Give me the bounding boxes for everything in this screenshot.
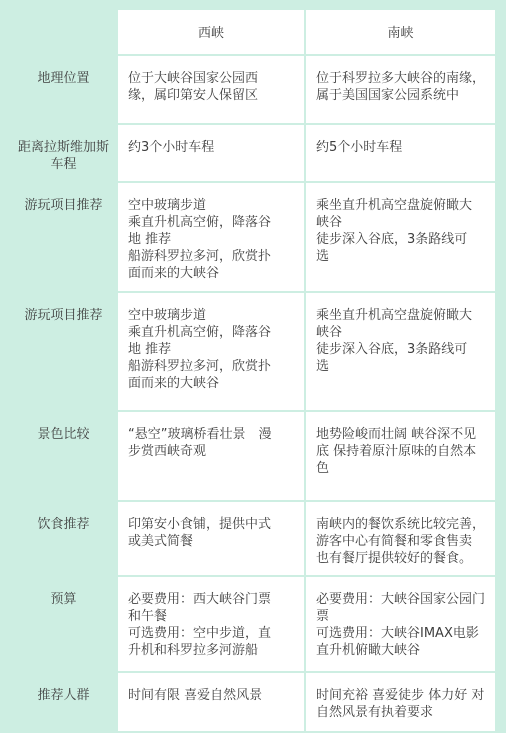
header-corner bbox=[11, 10, 118, 56]
cell-line: 可选费用：大峡谷IMAX电影 bbox=[316, 626, 479, 641]
cell-line: 乘坐直升机高空盘旋俯瞰大 bbox=[316, 198, 473, 213]
row-label: 距离拉斯维加斯车程 bbox=[11, 125, 118, 183]
west-cell bbox=[118, 56, 306, 125]
table-row bbox=[11, 502, 495, 577]
cell-line: 和午餐 bbox=[128, 609, 168, 624]
cell-line: 可选费用：空中步道，直 bbox=[128, 626, 272, 641]
cell-line: 地 推荐 bbox=[128, 232, 172, 247]
cell-line: 底 保持着原汁原味的自然本 bbox=[316, 444, 477, 459]
cell-line: 必要费用：西大峡谷门票 bbox=[128, 592, 272, 607]
cell-line: 地势险峻而壮阔 峡谷深不见 bbox=[316, 427, 477, 442]
cell-line: 选 bbox=[316, 249, 330, 264]
table-row bbox=[11, 577, 495, 673]
row-label: 地理位置 bbox=[11, 56, 118, 125]
cell-line: 印第安小食铺，提供中式 bbox=[128, 517, 272, 532]
header-row bbox=[11, 10, 495, 56]
cell-line: 缘，属印第安人保留区 bbox=[128, 88, 259, 103]
cell-line: 徒步深入谷底，3条路线可 bbox=[316, 342, 468, 357]
table-row bbox=[11, 125, 495, 183]
south-cell bbox=[306, 577, 495, 673]
west-cell bbox=[118, 183, 306, 293]
cell-line: 徒步深入谷底，3条路线可 bbox=[316, 232, 468, 247]
west-cell bbox=[118, 293, 306, 412]
cell-line: 必要费用：大峡谷国家公园门 bbox=[316, 592, 486, 607]
cell-line: 空中玻璃步道 bbox=[128, 198, 207, 213]
table-row bbox=[11, 293, 495, 412]
cell-line: 升机和科罗拉多河游船 bbox=[128, 643, 259, 658]
cell-line: 时间有限 喜爱自然风景 bbox=[128, 688, 263, 703]
cell-line: 面而来的大峡谷 bbox=[128, 266, 220, 281]
cell-line: 步赏西峡奇观 bbox=[128, 444, 207, 459]
west-cell bbox=[118, 125, 306, 183]
cell-line: 约5个小时车程 bbox=[316, 140, 403, 155]
row-label: 预算 bbox=[11, 577, 118, 673]
cell-line: 面而来的大峡谷 bbox=[128, 376, 220, 391]
table-row bbox=[11, 412, 495, 502]
row-label: 推荐人群 bbox=[11, 673, 118, 733]
header-south: 南峡 bbox=[306, 10, 495, 56]
south-cell bbox=[306, 293, 495, 412]
south-cell bbox=[306, 412, 495, 502]
south-cell bbox=[306, 673, 495, 733]
west-cell bbox=[118, 577, 306, 673]
table-row bbox=[11, 673, 495, 733]
cell-line: 峡谷 bbox=[316, 215, 343, 230]
cell-line: 峡谷 bbox=[316, 325, 343, 340]
cell-line: 位于大峡谷国家公园西 bbox=[128, 71, 259, 86]
cell-line: 游客中心有简餐和零食售卖 bbox=[316, 534, 473, 549]
cell-line: 地 推荐 bbox=[128, 342, 172, 357]
south-cell bbox=[306, 183, 495, 293]
cell-line: 位于科罗拉多大峡谷的南缘， bbox=[316, 71, 486, 86]
cell-line: “悬空”玻璃桥看壮景 漫 bbox=[128, 427, 272, 442]
row-label: 游玩项目推荐 bbox=[11, 293, 118, 412]
header-west: 西峡 bbox=[118, 10, 306, 56]
west-cell bbox=[118, 502, 306, 577]
cell-line: 南峡内的餐饮系统比较完善， bbox=[316, 517, 486, 532]
table-row bbox=[11, 56, 495, 125]
west-cell bbox=[118, 673, 306, 733]
cell-line: 直升机俯瞰大峡谷 bbox=[316, 643, 421, 658]
table-row bbox=[11, 183, 495, 293]
cell-line: 自然风景有执着要求 bbox=[316, 705, 434, 720]
row-label: 饮食推荐 bbox=[11, 502, 118, 577]
cell-line: 约3个小时车程 bbox=[128, 140, 215, 155]
cell-line: 选 bbox=[316, 359, 330, 374]
west-cell bbox=[118, 412, 306, 502]
cell-line: 票 bbox=[316, 609, 330, 624]
cell-line: 乘坐直升机高空盘旋俯瞰大 bbox=[316, 308, 473, 323]
cell-line: 时间充裕 喜爱徒步 体力好 对 bbox=[316, 688, 485, 703]
row-label: 游玩项目推荐 bbox=[11, 183, 118, 293]
cell-line: 乘直升机高空俯，降落谷 bbox=[128, 325, 272, 340]
cell-line: 空中玻璃步道 bbox=[128, 308, 207, 323]
cell-line: 船游科罗拉多河，欣赏扑 bbox=[128, 359, 272, 374]
row-label: 景色比较 bbox=[11, 412, 118, 502]
south-cell bbox=[306, 502, 495, 577]
cell-line: 或美式简餐 bbox=[128, 534, 194, 549]
south-cell bbox=[306, 56, 495, 125]
comparison-table bbox=[11, 10, 495, 733]
cell-line: 色 bbox=[316, 461, 330, 476]
cell-line: 乘直升机高空俯，降落谷 bbox=[128, 215, 272, 230]
south-cell bbox=[306, 125, 495, 183]
cell-line: 船游科罗拉多河，欣赏扑 bbox=[128, 249, 272, 264]
cell-line: 属于美国国家公园系统中 bbox=[316, 88, 460, 103]
cell-line: 也有餐厅提供较好的餐食。 bbox=[316, 551, 473, 566]
